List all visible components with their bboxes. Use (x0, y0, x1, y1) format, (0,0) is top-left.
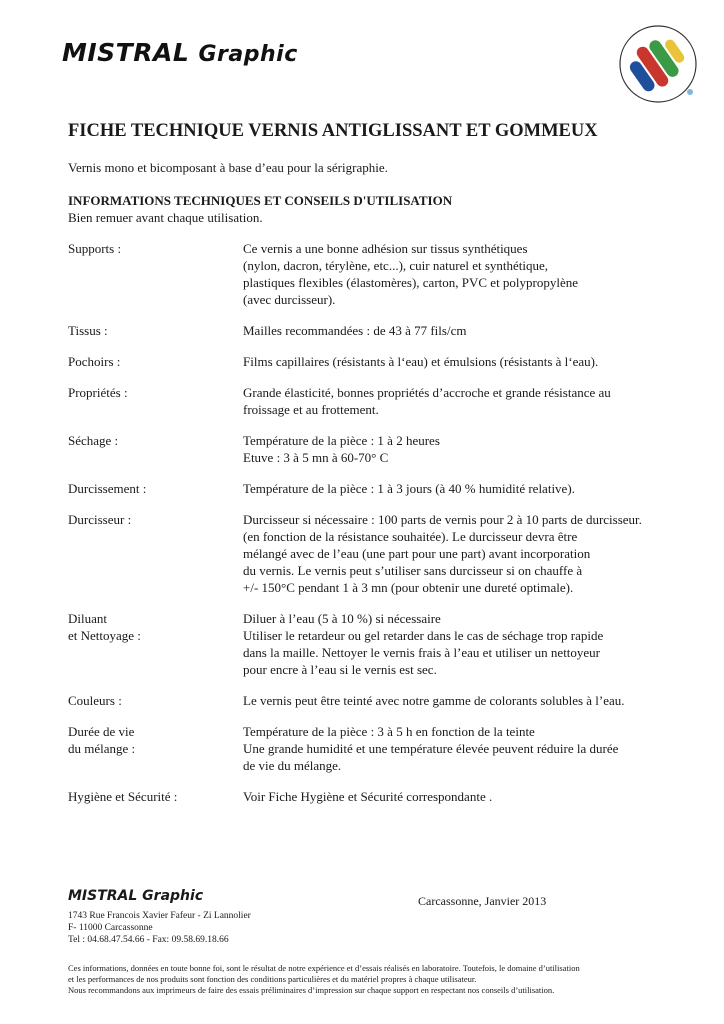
spec-value-line: Diluer à l’eau (5 à 10 %) si nécessaire (243, 611, 441, 626)
spec-label-line: Séchage : (68, 433, 119, 448)
spec-label-line: Tissus : (68, 323, 108, 338)
spec-row (68, 353, 688, 370)
spec-value (243, 511, 688, 596)
address-line: Tel : 04.68.47.54.66 - Fax: 09.58.69.18.66 (68, 935, 229, 945)
spec-row (68, 692, 688, 709)
disclaimer-line: et les performances de nos produits sont fonction des conditions particulières et du matériel propres à chaque utilisateur. (68, 974, 477, 984)
spec-value-line: Le vernis peut être teinté avec notre gamme de colorants solubles à l’eau. (243, 693, 625, 708)
spec-value-line: Température de la pièce : 1 à 2 heures (243, 433, 440, 448)
spec-row (68, 723, 688, 774)
spec-value-line: Grande élasticité, bonnes propriétés d’accroche et grande résistance au (243, 385, 611, 400)
spec-value-line: Mailles recommandées : de 43 à 77 fils/cm (243, 323, 467, 338)
spec-value-line: de vie du mélange. (243, 758, 342, 773)
spec-label-line: Couleurs : (68, 693, 122, 708)
spec-label (68, 692, 243, 709)
spec-label (68, 240, 243, 308)
spec-row (68, 322, 688, 339)
spec-label-line: du mélange : (68, 741, 136, 756)
spec-value-line: Voir Fiche Hygiène et Sécurité correspondante . (243, 789, 493, 804)
info-subtext: Bien remuer avant chaque utilisation. (68, 210, 263, 225)
spec-label (68, 788, 243, 805)
document-title: FICHE TECHNIQUE VERNIS ANTIGLISSANT ET GOMMEUX (68, 121, 598, 141)
footer-address (68, 910, 251, 946)
spec-value-line: +/- 150°C pendant 1 à 3 mn (pour obtenir une dureté optimale). (243, 580, 574, 595)
spec-label-line: Diluant (68, 611, 107, 626)
spec-label-line: Durcisseur : (68, 512, 132, 527)
spec-row (68, 610, 688, 678)
spec-value-line: du vernis. Le vernis peut s’utiliser sans durcisseur si on chauffe à (243, 563, 583, 578)
spec-label (68, 322, 243, 339)
spec-label-line: et Nettoyage : (68, 628, 141, 643)
spec-label-line: Durcissement : (68, 481, 147, 496)
spec-value (243, 610, 688, 678)
spec-value (243, 788, 688, 805)
spec-label (68, 723, 243, 774)
spec-value-line: pour encre à l’eau si le vernis est sec. (243, 662, 437, 677)
spec-row (68, 788, 688, 805)
spec-value (243, 240, 688, 308)
spec-value-line: Films capillaires (résistants à l‘eau) et émulsions (résistants à l‘eau). (243, 354, 599, 369)
spec-row (68, 432, 688, 466)
spec-value-line: Utiliser le retardeur ou gel retarder dans le cas de séchage trop rapide (243, 628, 604, 643)
spec-label-line: Durée de vie (68, 724, 135, 739)
spec-label (68, 480, 243, 497)
spec-value-line: Etuve : 3 à 5 mn à 60-70° C (243, 450, 389, 465)
spec-value-line: Une grande humidité et une température élevée peuvent réduire la durée (243, 741, 619, 756)
spec-value (243, 692, 688, 709)
spec-value (243, 723, 688, 774)
spec-label-line: Propriétés : (68, 385, 128, 400)
mistral-circle-logo-icon (616, 22, 700, 106)
spec-label-line: Hygiène et Sécurité : (68, 789, 178, 804)
spec-value-line: plastiques flexibles (élastomères), carton, PVC et polypropylène (243, 275, 579, 290)
disclaimer (68, 963, 708, 996)
brand-main: MISTRAL (62, 38, 190, 67)
spec-value-line: (avec durcisseur). (243, 292, 336, 307)
intro-text: Vernis mono et bicomposant à base d’eau pour la sérigraphie. (68, 160, 388, 175)
address-line: 1743 Rue Francois Xavier Fafeur - Zi Lannolier (68, 911, 251, 921)
address-line: F- 11000 Carcassonne (68, 923, 153, 933)
spec-label-line: Pochoirs : (68, 354, 121, 369)
spec-table (68, 240, 688, 805)
spec-row (68, 511, 688, 596)
spec-label-line: Supports : (68, 241, 122, 256)
spec-value (243, 432, 688, 466)
spec-label (68, 511, 243, 596)
spec-label (68, 610, 243, 678)
spec-value (243, 480, 688, 497)
footer-date: Carcassonne, Janvier 2013 (418, 894, 547, 908)
brand-sub: Graphic (198, 42, 298, 67)
spec-value-line: mélangé avec de l’eau (une part pour une part) avant incorporation (243, 546, 591, 561)
spec-value-line: (en fonction de la résistance souhaitée). Le durcisseur devra être (243, 529, 578, 544)
footer-brand: MISTRAL Graphic (68, 888, 204, 904)
spec-value (243, 353, 688, 370)
spec-value-line: (nylon, dacron, térylène, etc...), cuir naturel et synthétique, (243, 258, 549, 273)
disclaimer-line: Ces informations, données en toute bonne foi, sont le résultat de notre expérience et d’essais réalisés en laboratoire. Toutefois, le domaine d’utilisation (68, 963, 580, 973)
spec-label (68, 432, 243, 466)
disclaimer-line: Nous recommandons aux imprimeurs de faire des essais préliminaires d’impression sur chaque support en respectant nos conseils d’utilisation. (68, 985, 555, 995)
spec-value-line: dans la maille. Nettoyer le vernis frais à l’eau et utiliser un nettoyeur (243, 645, 601, 660)
spec-value-line: froissage et au frottement. (243, 402, 379, 417)
spec-label (68, 384, 243, 418)
company-brand (62, 38, 298, 67)
spec-row (68, 240, 688, 308)
spec-value (243, 384, 688, 418)
spec-row (68, 480, 688, 497)
spec-value (243, 322, 688, 339)
spec-value-line: Durcisseur si nécessaire : 100 parts de vernis pour 2 à 10 parts de durcisseur. (243, 512, 642, 527)
spec-label (68, 353, 243, 370)
spec-value-line: Température de la pièce : 1 à 3 jours (à 40 % humidité relative). (243, 481, 575, 496)
spec-value-line: Ce vernis a une bonne adhésion sur tissus synthétiques (243, 241, 528, 256)
spec-value-line: Température de la pièce : 3 à 5 h en fonction de la teinte (243, 724, 535, 739)
info-heading: INFORMATIONS TECHNIQUES ET CONSEILS D'UTILISATION (68, 193, 453, 208)
spec-row (68, 384, 688, 418)
